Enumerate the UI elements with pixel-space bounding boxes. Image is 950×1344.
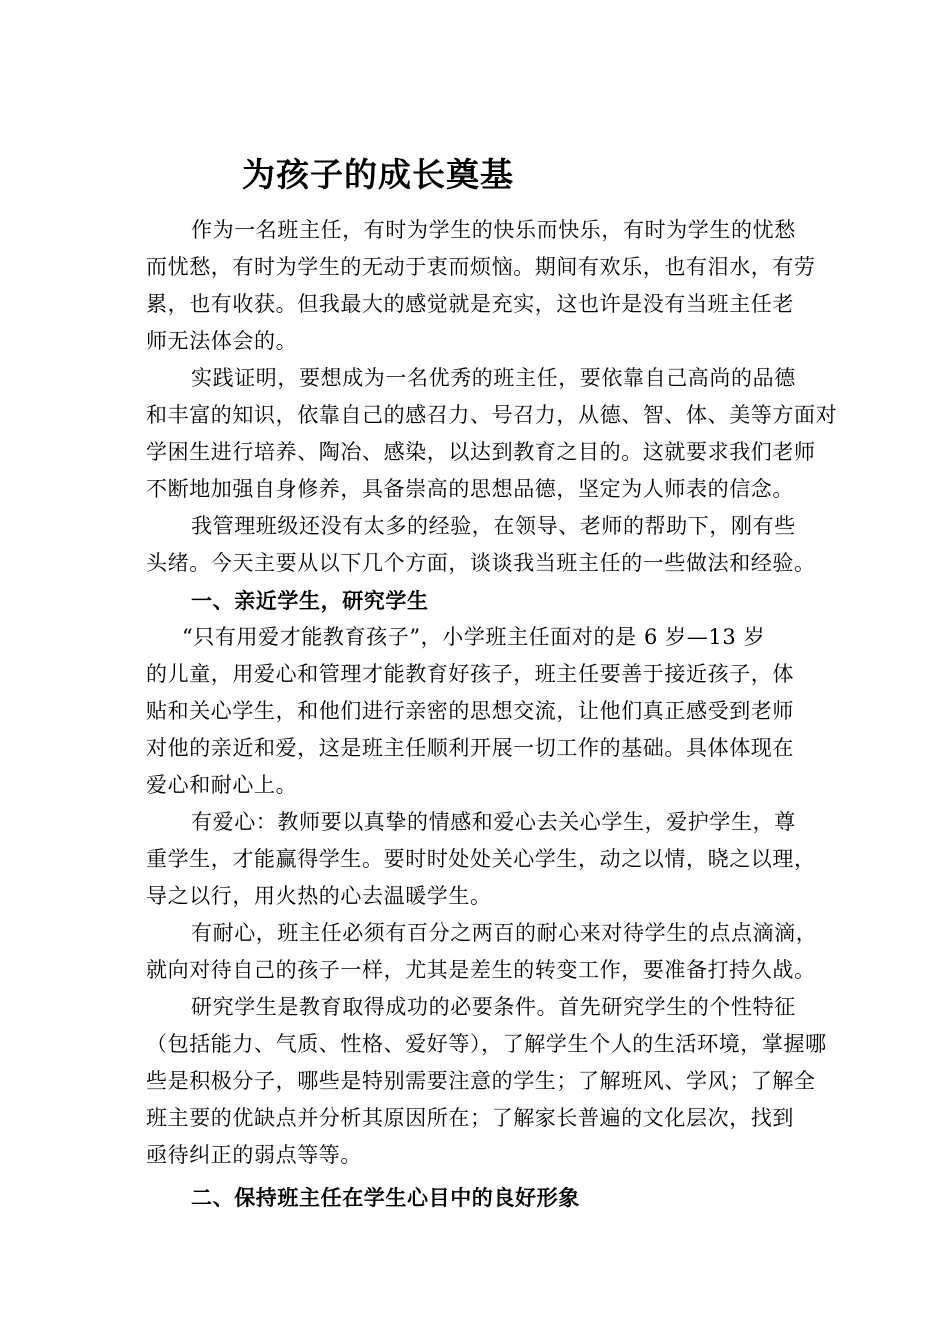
document-body [146,212,838,1216]
paragraph-line: 对他的亲近和爱，这是班主任顺利开展一切工作的基础。具体体现在 [146,736,794,760]
paragraph-line: 贴和关心学生，和他们进行亲密的思想交流，让他们真正感受到老师 [146,699,794,723]
paragraph-line: 亟待纠正的弱点等等。 [146,1143,362,1167]
paragraph-line: 些是积极分子，哪些是特别需要注意的学生；了解班风、学风；了解全 [146,1069,816,1093]
section-heading: 一、亲近学生，研究学生 [191,588,429,613]
paragraph-line: 爱心和耐心上。 [146,773,298,797]
paragraph-line: 和丰富的知识，依靠自己的感召力、号召力，从德、智、体、美等方面对 [146,403,838,427]
document-title: 为孩子的成长奠基 [242,155,514,194]
paragraph-line: 师无法体会的。 [146,329,298,353]
paragraph-line: “只有用爱才能教育孩子”，小学班主任面对的是 6 岁—13 岁 [182,625,766,649]
paragraph-line: 重学生，才能赢得学生。要时时处处关心学生，动之以情，晓之以理， [146,847,816,871]
paragraph-line: （包括能力、气质、性格、爱好等），了解学生个人的生活环境，掌握哪 [146,1032,827,1056]
paragraph-line: 研究学生是教育取得成功的必要条件。首先研究学生的个性特征 [191,995,796,1019]
paragraph-line: 有耐心，班主任必须有百分之两百的耐心来对待学生的点点滴滴， [191,921,818,945]
paragraph-line: 作为一名班主任，有时为学生的快乐而快乐，有时为学生的忧愁 [191,218,796,242]
section-heading: 二、保持班主任在学生心目中的良好形象 [191,1185,580,1210]
paragraph-line: 累，也有收获。但我最大的感觉就是充实，这也许是没有当班主任老 [146,292,794,316]
paragraph-line: 我管理班级还没有太多的经验，在领导、老师的帮助下，刚有些 [191,514,796,538]
paragraph-line: 的儿童，用爱心和管理才能教育好孩子，班主任要善于接近孩子，体 [146,662,794,686]
paragraph-line: 不断地加强自身修养，具备崇高的思想品德，坚定为人师表的信念。 [146,477,794,501]
paragraph-line: 导之以行，用火热的心去温暖学生。 [146,884,492,908]
paragraph-line: 头绪。今天主要从以下几个方面，谈谈我当班主任的一些做法和经验。 [146,551,816,575]
paragraph-line: 就向对待自己的孩子一样，尤其是差生的转变工作，要准备打持久战。 [146,958,816,982]
paragraph-line: 学困生进行培养、陶冶、感染，以达到教育之目的。这就要求我们老师 [146,440,816,464]
paragraph-line: 班主要的优缺点并分析其原因所在；了解家长普遍的文化层次，找到 [146,1106,794,1130]
paragraph-line: 有爱心：教师要以真挚的情感和爱心去关心学生，爱护学生，尊 [191,810,796,834]
paragraph-line: 而忧愁，有时为学生的无动于衷而烦恼。期间有欢乐，也有泪水，有劳 [146,255,816,279]
paragraph-line: 实践证明，要想成为一名优秀的班主任，要依靠自己高尚的品德 [191,366,796,390]
